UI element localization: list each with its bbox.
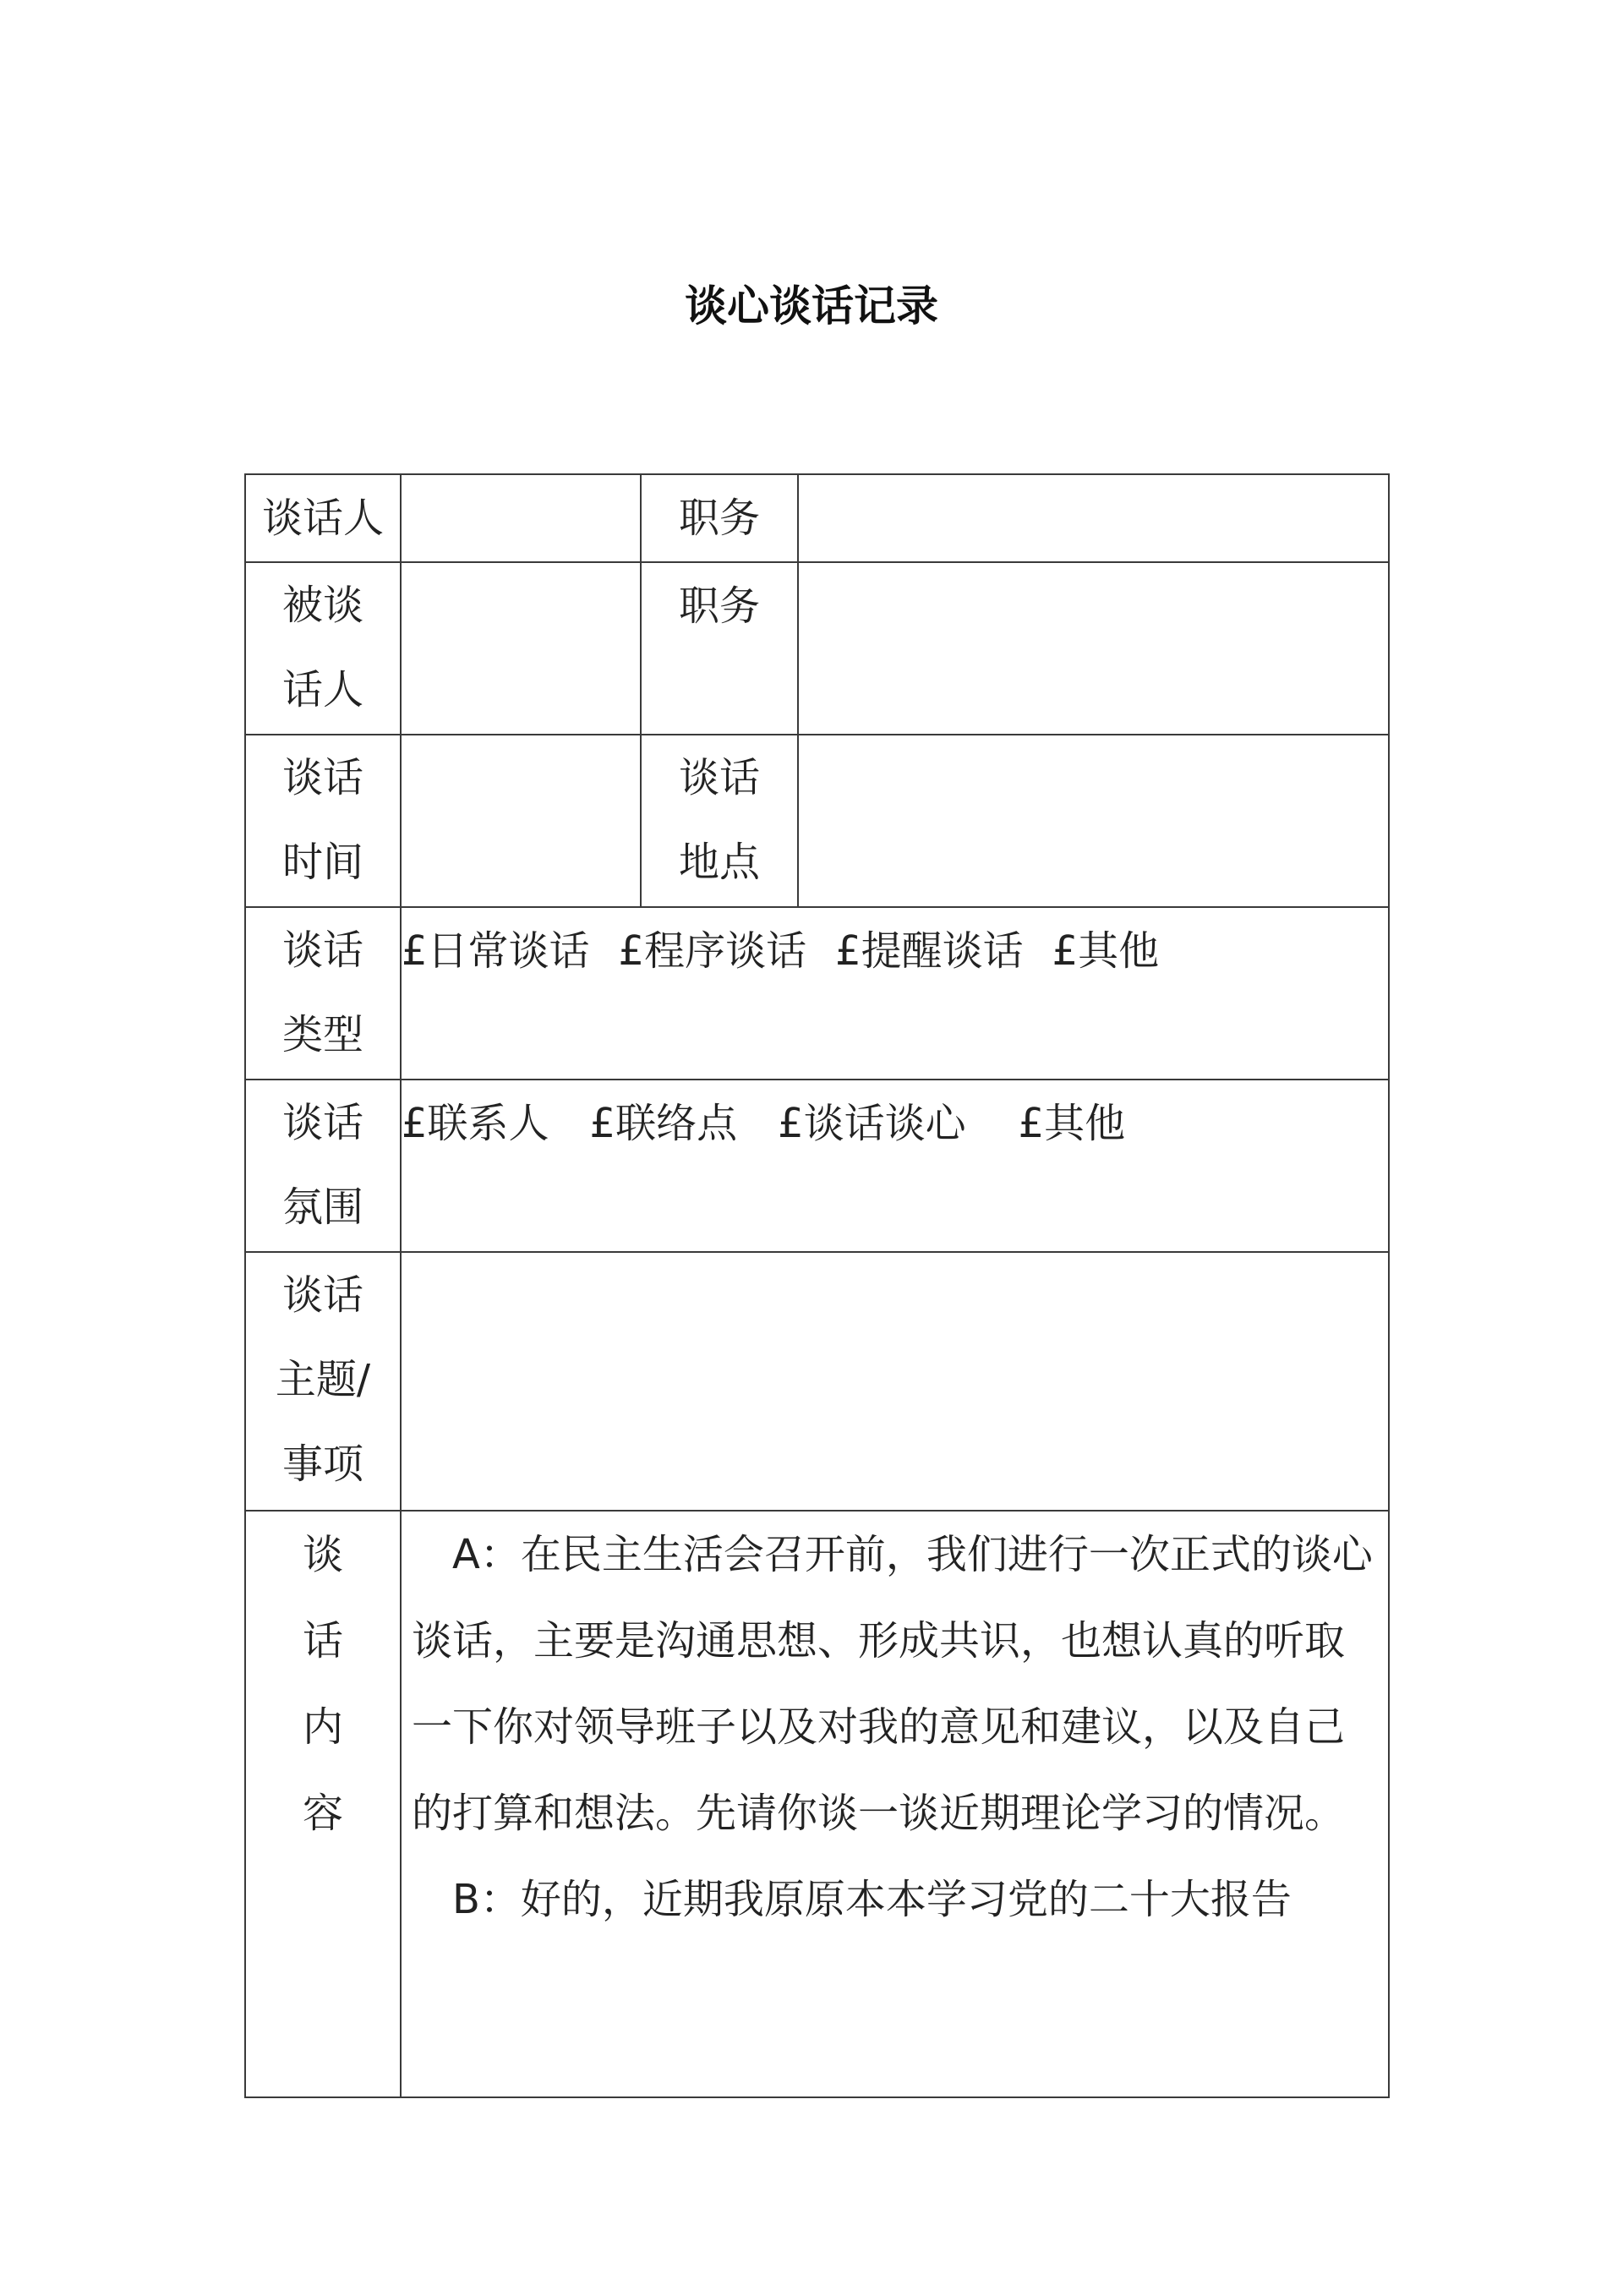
scope-label: 谈话氛围 [281, 1099, 363, 1231]
time-label-cell [245, 735, 401, 907]
scope-label-cell [245, 1080, 401, 1252]
topic-field[interactable] [401, 1252, 1389, 1511]
time-place-row [245, 735, 1389, 907]
type-options [401, 907, 1389, 1080]
content-label: 谈话内容 [302, 1531, 343, 1837]
talker-position-label: 职务 [641, 474, 798, 562]
talkee-label: 被谈话人 [281, 582, 363, 713]
type-row [245, 907, 1389, 1080]
scope-row [245, 1080, 1389, 1252]
type-option-procedural[interactable]: £程序谈话 [618, 927, 807, 975]
type-label: 谈话类型 [281, 927, 363, 1058]
place-field[interactable] [798, 735, 1389, 907]
content-paragraph: B：好的，近期我原原本本学习党的二十大报告 [452, 1876, 1292, 1923]
scope-option-heart-talk[interactable]: £谈话谈心 [778, 1100, 966, 1147]
talkee-position-label: 职务 [641, 562, 798, 735]
talker-row [245, 474, 1389, 562]
time-field[interactable] [401, 735, 641, 907]
talker-label: 谈话人 [245, 474, 401, 562]
content-paragraph: A：在民主生活会召开前，我们进行一次正式的谈心谈话，主要是沟通思想、形成共识，也想认真的听取一下你对领导班子以及对我的意见和建议，以及自己的打算和想法。先请你谈一谈近期理论学习的情况。 [412, 1531, 1373, 1837]
talker-field[interactable] [401, 474, 641, 562]
time-label: 谈话时间 [281, 754, 363, 886]
talkee-field[interactable] [401, 562, 641, 735]
type-option-other[interactable]: £其他 [1052, 927, 1160, 975]
place-label-cell [641, 735, 798, 907]
content-field[interactable] [401, 1511, 1389, 2097]
topic-row [245, 1252, 1389, 1511]
content-row [245, 1511, 1389, 2097]
topic-label-cell [245, 1252, 401, 1511]
page-title: 谈心谈话记录 [685, 282, 938, 331]
talkee-row [245, 562, 1389, 735]
type-option-reminder[interactable]: £提醒谈话 [835, 927, 1024, 975]
talker-position-field[interactable] [798, 474, 1389, 562]
content-label-cell [245, 1511, 401, 2097]
type-option-daily[interactable]: £日常谈话 [402, 927, 590, 975]
scope-option-contact-person[interactable]: £联系人 [402, 1100, 549, 1147]
talkee-label-cell [245, 562, 401, 735]
type-label-cell [245, 907, 401, 1080]
topic-label: 谈话主题/事项 [275, 1271, 371, 1488]
talk-record-table [244, 473, 1390, 2098]
place-label: 谈话地点 [678, 754, 760, 886]
scope-option-other[interactable]: £其他 [1018, 1100, 1126, 1147]
talkee-position-field[interactable] [798, 562, 1389, 735]
scope-options [401, 1080, 1389, 1252]
scope-option-contact-point[interactable]: £联络点 [589, 1100, 738, 1147]
